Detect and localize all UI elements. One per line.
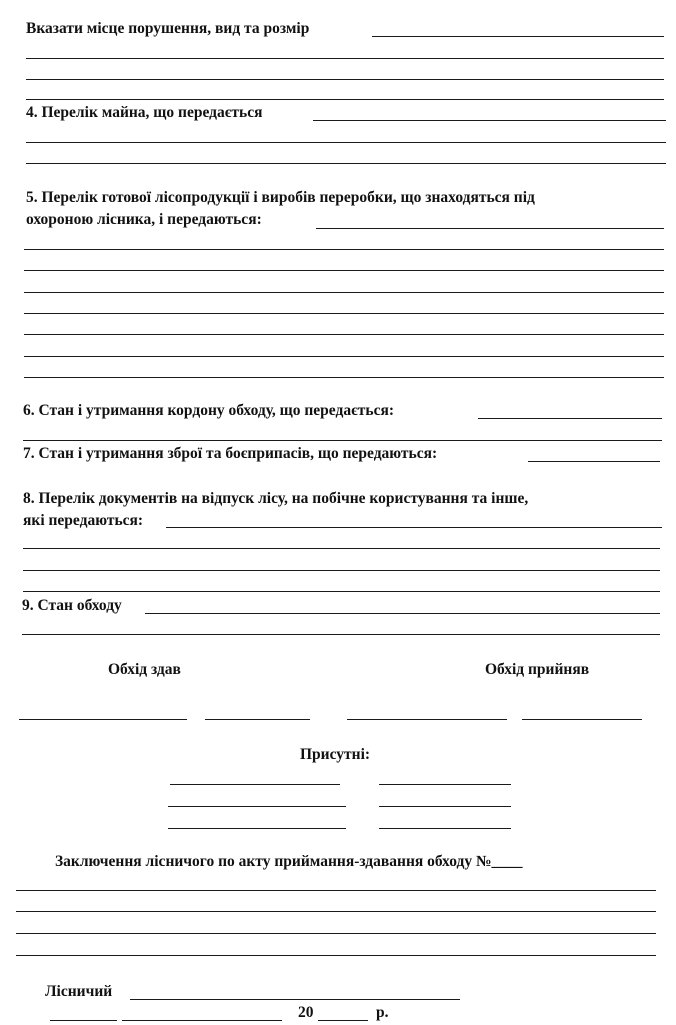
section-5-field-line[interactable]: [24, 292, 664, 293]
conclusion-field-line[interactable]: [16, 955, 656, 956]
present-signature-field[interactable]: [379, 806, 511, 807]
conclusion-field-line[interactable]: [16, 890, 656, 891]
present-label: Присутні:: [300, 746, 371, 763]
present-name-field[interactable]: [170, 784, 340, 785]
year-prefix: 20: [298, 1004, 314, 1021]
conclusion-field-line[interactable]: [16, 911, 656, 912]
section-9-field[interactable]: [145, 613, 660, 614]
present-name-field[interactable]: [168, 828, 346, 829]
date-month-field[interactable]: [122, 1020, 282, 1021]
section-8-field-line[interactable]: [23, 570, 660, 571]
accepted-signature-field[interactable]: [522, 719, 642, 720]
present-signature-field[interactable]: [379, 828, 511, 829]
violation-field[interactable]: [372, 36, 664, 37]
section-7-label: 7. Стан і утримання зброї та боєприпасів, що передаються:: [23, 445, 438, 462]
conclusion-label: Заключення лісничого по акту приймання-здавання обходу №____: [55, 853, 523, 870]
section-4-field[interactable]: [313, 120, 666, 121]
forester-label: Лісничий: [45, 983, 113, 1000]
violation-field-line[interactable]: [26, 99, 664, 100]
section-9-field-line[interactable]: [22, 634, 660, 635]
section-8-field[interactable]: [166, 527, 662, 528]
section-5-field-line[interactable]: [24, 270, 664, 271]
violation-field-line[interactable]: [26, 79, 664, 80]
forester-field[interactable]: [130, 999, 460, 1000]
accepted-label: Обхід прийняв: [485, 661, 590, 678]
conclusion-field-line[interactable]: [16, 933, 656, 934]
section-5-label-line1: 5. Перелік готової лісопродукції і виробів переробки, що знаходяться під: [26, 189, 535, 206]
violation-field-line[interactable]: [26, 58, 664, 59]
present-name-field[interactable]: [168, 806, 346, 807]
section-5-field-line[interactable]: [24, 249, 664, 250]
section-5-field-line[interactable]: [24, 356, 664, 357]
year-suffix: р.: [376, 1004, 389, 1021]
section-5-field[interactable]: [316, 228, 664, 229]
section-5-field-line[interactable]: [24, 334, 664, 335]
date-day-field[interactable]: [50, 1020, 117, 1021]
section-6-field-line[interactable]: [23, 440, 662, 441]
violation-label: Вказати місце порушення, вид та розмір: [26, 20, 310, 37]
section-5-label-line2: охороною лісника, і передаються:: [26, 211, 262, 228]
section-9-label: 9. Стан обходу: [22, 597, 122, 614]
section-6-label: 6. Стан і утримання кордону обходу, що передається:: [23, 402, 395, 419]
section-5-field-line[interactable]: [24, 377, 664, 378]
section-8-label-line1: 8. Перелік документів на відпуск лісу, на побічне користування та інше,: [23, 490, 529, 507]
section-4-field-line[interactable]: [26, 142, 666, 143]
section-8-field-line[interactable]: [23, 548, 660, 549]
section-4-field-line[interactable]: [26, 163, 666, 164]
section-5-field-line[interactable]: [24, 313, 664, 314]
section-7-field[interactable]: [528, 461, 660, 462]
section-8-field-line[interactable]: [23, 591, 660, 592]
section-6-field[interactable]: [478, 418, 662, 419]
section-4-label: 4. Перелік майна, що передається: [26, 104, 263, 121]
handed-over-label: Обхід здав: [108, 661, 181, 678]
section-8-label-line2: які передаються:: [23, 512, 144, 529]
accepted-name-field[interactable]: [347, 719, 507, 720]
date-year-field[interactable]: [318, 1020, 368, 1021]
present-signature-field[interactable]: [379, 784, 511, 785]
handed-over-signature-field[interactable]: [205, 719, 310, 720]
handed-over-name-field[interactable]: [19, 719, 187, 720]
